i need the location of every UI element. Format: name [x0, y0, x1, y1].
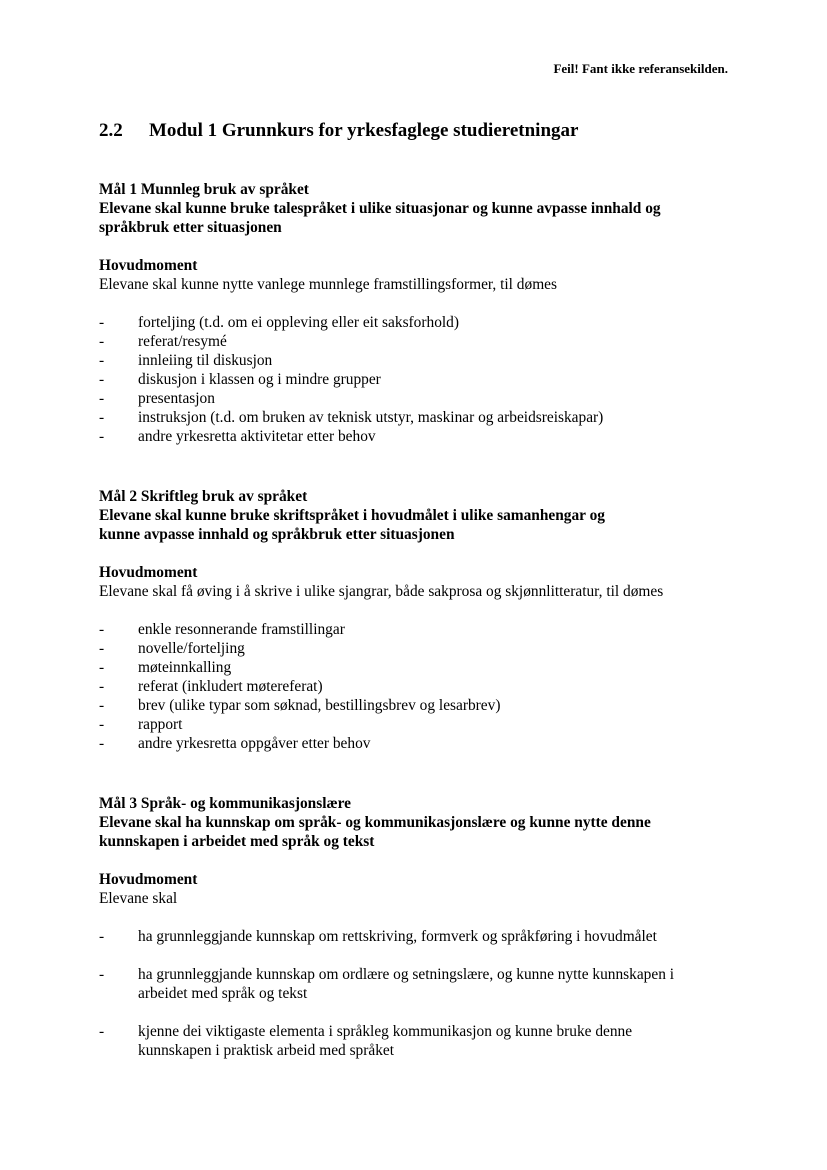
- list-item-text: referat (inkludert møtereferat): [138, 678, 323, 695]
- list-item-text: innleiing til diskusjon: [138, 352, 273, 369]
- list-dash: -: [99, 697, 105, 714]
- list-item: [99, 965, 739, 1003]
- list-item: [99, 734, 739, 753]
- goal-description-line: Elevane skal kunne bruke skriftspråket i hovudmålet i ulike samanhengar og: [99, 507, 605, 524]
- list-item-text: presentasjon: [138, 390, 215, 407]
- list-item-text: referat/resymé: [138, 333, 227, 350]
- list-item: [99, 427, 739, 446]
- goal-description-line: Elevane skal kunne bruke talespråket i ulike situasjonar og kunne avpasse innhald og: [99, 200, 661, 217]
- list-dash: -: [99, 333, 105, 350]
- list-item-text: brev (ulike typar som søknad, bestillingsbrev og lesarbrev): [138, 697, 501, 714]
- list-dash: -: [99, 966, 105, 983]
- main-points-intro: Elevane skal: [99, 890, 178, 907]
- list-dash: -: [99, 371, 105, 388]
- list-item-text: instruksjon (t.d. om bruken av teknisk utstyr, maskinar og arbeidsreiskapar): [138, 409, 604, 426]
- list-item-text: ha grunnleggjande kunnskap om ordlære og setningslære, og kunne nytte kunnskapen i: [138, 966, 675, 983]
- list-item: [99, 658, 739, 677]
- goal-2: [99, 487, 739, 753]
- goal-title: Mål 1 Munnleg bruk av språket: [99, 181, 309, 198]
- goal-3: [99, 794, 739, 1079]
- list-item: [99, 389, 739, 408]
- list-dash: -: [99, 390, 105, 407]
- list-item: [99, 620, 739, 639]
- list-item-text: diskusjon i klassen og i mindre grupper: [138, 371, 381, 388]
- list-dash: -: [99, 428, 105, 445]
- list-item-text: kjenne dei viktigaste elementa i språkleg kommunikasjon og kunne bruke denne: [138, 1023, 633, 1040]
- goal-title: Mål 3 Språk- og kommunikasjonslære: [99, 795, 351, 812]
- goal-1: [99, 180, 739, 446]
- list-dash: -: [99, 678, 105, 695]
- list-item-text: arbeidet med språk og tekst: [138, 985, 308, 1002]
- list-item-text: enkle resonnerande framstillingar: [138, 621, 345, 638]
- main-points-heading: Hovudmoment: [99, 871, 198, 888]
- goal-description-line: språkbruk etter situasjonen: [99, 219, 282, 236]
- list-item: [99, 715, 739, 734]
- list-dash: -: [99, 716, 105, 733]
- list-item: [99, 639, 739, 658]
- list-item-text: andre yrkesretta aktivitetar etter behov: [138, 428, 376, 445]
- list-dash: -: [99, 928, 105, 945]
- section-title: Modul 1 Grunnkurs for yrkesfaglege studieretningar: [149, 120, 579, 141]
- list-item-text: novelle/forteljing: [138, 640, 245, 657]
- list-item: [99, 677, 739, 696]
- list-item-text: rapport: [138, 716, 183, 733]
- list-item: [99, 351, 739, 370]
- list-item: [99, 927, 739, 946]
- header-reference-note: Feil! Fant ikke referansekilden.: [553, 61, 728, 76]
- list-item: [99, 696, 739, 715]
- goal-title: Mål 2 Skriftleg bruk av språket: [99, 488, 308, 505]
- section-number: 2.2: [99, 120, 123, 141]
- list-item-text: møteinnkalling: [138, 659, 232, 676]
- goal-description-line: Elevane skal ha kunnskap om språk- og kommunikasjonslære og kunne nytte denne: [99, 814, 651, 831]
- list-item-text: andre yrkesretta oppgåver etter behov: [138, 735, 371, 752]
- main-points-heading: Hovudmoment: [99, 564, 198, 581]
- list-item: [99, 408, 739, 427]
- main-points-intro: Elevane skal kunne nytte vanlege munnlege framstillingsformer, til dømes: [99, 276, 557, 293]
- goal-description-line: kunnskapen i arbeidet med språk og tekst: [99, 833, 375, 850]
- list-item-text: ha grunnleggjande kunnskap om rettskriving, formverk og språkføring i hovudmålet: [138, 928, 657, 945]
- main-points-intro: Elevane skal få øving i å skrive i ulike sjangrar, både sakprosa og skjønnlitteratur, til dømes: [99, 583, 664, 600]
- list-dash: -: [99, 314, 105, 331]
- main-points-heading: Hovudmoment: [99, 257, 198, 274]
- section-heading: [99, 120, 578, 142]
- list-item: [99, 313, 739, 332]
- main-points-list: [99, 927, 739, 1060]
- list-dash: -: [99, 1023, 105, 1040]
- list-item-text: kunnskapen i praktisk arbeid med språket: [138, 1042, 395, 1059]
- list-item-text: forteljing (t.d. om ei oppleving eller eit saksforhold): [138, 314, 459, 331]
- list-dash: -: [99, 409, 105, 426]
- main-points-list: [99, 313, 739, 446]
- main-points-list: [99, 620, 739, 753]
- goal-description-line: kunne avpasse innhald og språkbruk etter situasjonen: [99, 526, 455, 543]
- list-item: [99, 1022, 739, 1060]
- list-dash: -: [99, 659, 105, 676]
- list-item: [99, 370, 739, 389]
- list-dash: -: [99, 735, 105, 752]
- list-dash: -: [99, 640, 105, 657]
- list-dash: -: [99, 621, 105, 638]
- list-dash: -: [99, 352, 105, 369]
- list-item: [99, 332, 739, 351]
